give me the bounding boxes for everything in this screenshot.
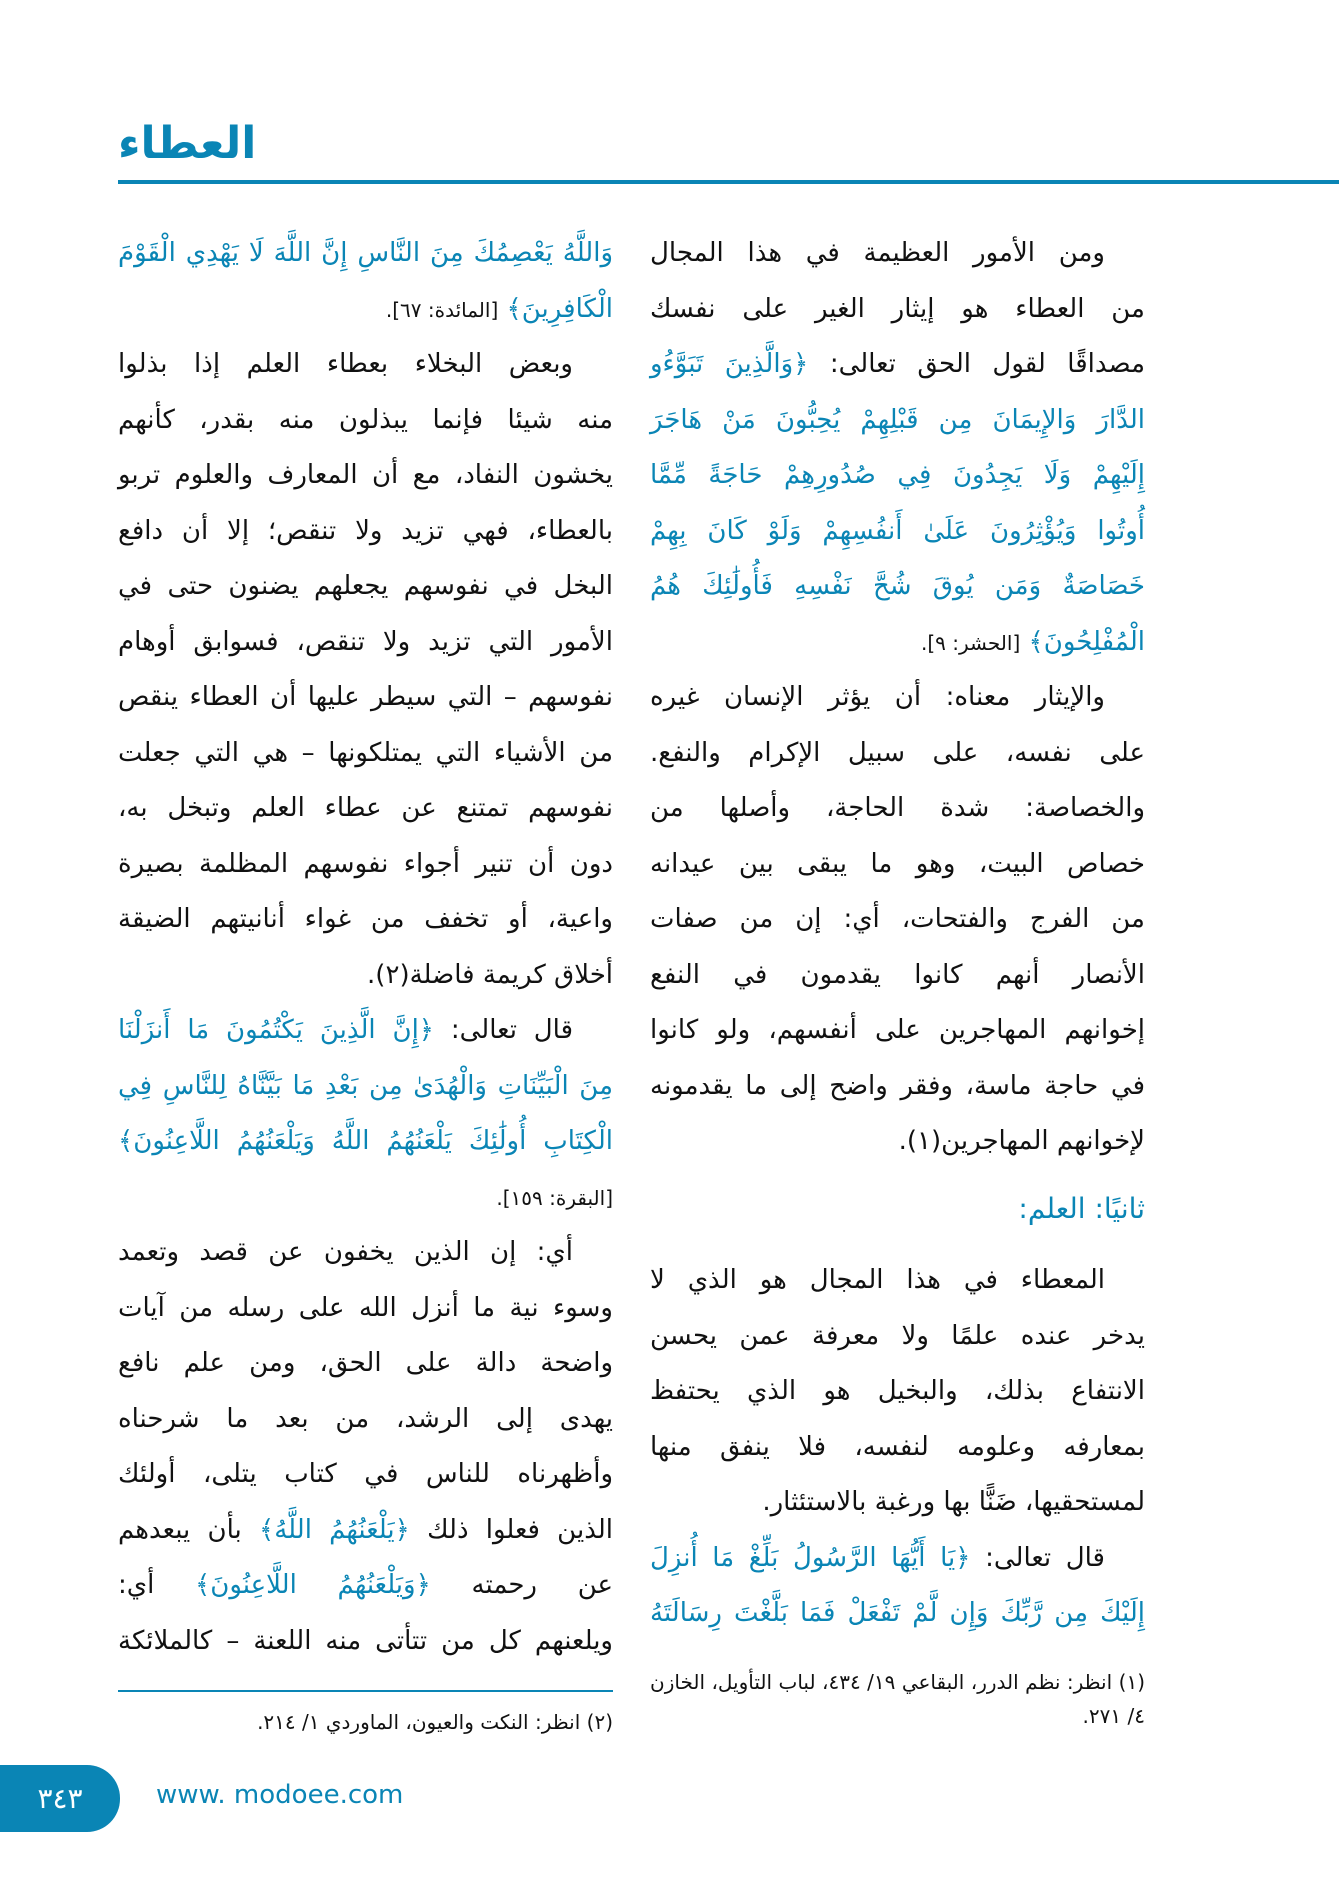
text-line [650,337,1145,393]
body-text: من الأشياء التي يمتلكونها – هي التي جعلت [118,737,613,768]
body-text: خصاص البيت، وهو ما يبقى بين عيدانه [650,848,1145,879]
text-line [650,1475,1145,1531]
text-line [650,226,1145,282]
body-text: عن رحمته [430,1570,613,1600]
text-line [650,448,1145,504]
quran-verse: الدَّارَ وَالإِيمَانَ مِن قَبْلِهِمْ يُحِبُّونَ مَنْ هَاجَرَ [650,404,1145,435]
quran-verse: ﴿يَلْعَنُهُمُ اللَّهُ﴾ [258,1514,410,1545]
footnote-left: (٢) انظر: النكت والعيون، الماوردي ١/ ٢١٤. [257,1710,613,1734]
text-line [650,1059,1145,1115]
text-line [650,504,1145,560]
body-text: والإيثار معناه: أن يؤثر الإنسان غيره [650,682,1105,712]
text-line [650,393,1145,449]
body-text: الانتفاع بذلك، والبخيل هو الذي يحتفظ [650,1376,1145,1406]
website-url: www. modoee.com [156,1780,404,1810]
quran-verse: ﴿وَيَلْعَنُهُمُ اللَّاعِنُونَ﴾ [195,1570,431,1600]
text-line [650,781,1145,837]
text-line [118,726,613,782]
body-text: ويلعنهم كل من تتأتى منه اللعنة – كالملائكة [118,1625,613,1656]
text-line [650,1114,1145,1170]
body-text: ومن الأمور العظيمة في هذا المجال [650,238,1105,268]
text-line [650,948,1145,1004]
text-line [650,1420,1145,1476]
quran-verse: خَصَاصَةٌ وَمَن يُوقَ شُحَّ نَفْسِهِ فَأُولَٰئِكَ هُمُ [650,571,1145,601]
body-text: لإخوانهم المهاجرين(١). [898,1126,1145,1156]
text-line [118,781,613,837]
text-line [650,282,1145,338]
text-line [650,559,1145,615]
body-text: الأمور التي تزيد ولا تنقص، فسوابق أوهام [118,626,613,657]
body-text: نفوسهم – التي سيطر عليها أن العطاء ينقص [118,682,613,712]
body-text: البخل في نفوسهم يجعلهم يضنون حتى في [118,571,613,601]
text-line [650,1364,1145,1420]
page-number: ٣٤٣ [0,1765,120,1832]
text-line [118,837,613,893]
body-text: بالعطاء، فهي تزيد ولا تنقص؛ إلا أن دافع [118,515,613,546]
body-text: الذين فعلوا ذلك [409,1514,614,1545]
page-title: العطاء [118,118,257,169]
body-text: وسوء نية ما أنزل الله على رسله من آيات [118,1292,613,1323]
quran-verse: ﴿وَالَّذِينَ تَبَوَّءُو [650,349,809,379]
quran-verse: إِلَيْهِمْ وَلَا يَجِدُونَ فِي صُدُورِهِمْ حَاجَةً مِّمَّا [650,460,1145,490]
body-text: في حاجة ماسة، وفقر واضح إلى ما يقدمونه [650,1070,1145,1101]
text-line [118,1225,613,1281]
body-text: من الفرج والفتحات، أي: إن من صفات [650,904,1145,934]
body-text: على نفسه، على سبيل الإكرام والنفع. [650,737,1145,768]
text-line [118,670,613,726]
quran-verse: وَاللَّهُ يَعْصِمُكَ مِنَ النَّاسِ إِنَّ اللَّهَ لَا يَهْدِي الْقَوْمَ [118,238,613,268]
text-line [118,393,613,449]
text-line [118,1447,613,1503]
text-line [118,1503,613,1559]
body-text: الأنصار أنهم كانوا يقدمون في النفع [650,959,1145,990]
text-line [118,1614,613,1670]
body-text: أي: إن الذين يخفون عن قصد وتعمد [118,1237,573,1267]
text-line [118,892,613,948]
footnote-right: (١) انظر: نظم الدرر، البقاعي ١٩/ ٤٣٤، لباب التأويل، الخازن ٤/ ٢٧١. [650,1670,1145,1728]
verse-reference: [البقرة: ١٥٩]. [496,1185,613,1210]
text-line [650,1003,1145,1059]
text-line [650,726,1145,782]
body-text: واعية، أو تخفف من غواء أنانيتهم الضيقة [118,904,613,934]
body-text: بأن يبعدهم [118,1514,259,1545]
body-text: يهدى إلى الرشد، من بعد ما شرحناه [118,1403,613,1434]
text-line [650,1586,1145,1642]
text-line [118,282,613,338]
text-line [118,1114,613,1170]
body-text: من العطاء هو إيثار الغير على نفسك [650,293,1145,324]
body-text: بمعارفه وعلومه لنفسه، فلا ينفق منها [650,1431,1145,1462]
quran-verse: مِنَ الْبَيِّنَاتِ وَالْهُدَىٰ مِن بَعْدِ مَا بَيَّنَّاهُ لِلنَّاسِ فِي [118,1070,613,1101]
body-text: قال تعالى: [434,1015,574,1045]
text-line [118,448,613,504]
text-line [118,615,613,671]
text-line [650,1531,1145,1587]
left-column [118,226,613,1669]
body-text: قال تعالى: [970,1542,1105,1573]
footnote-rule [118,1690,613,1692]
body-text: والخصاصة: شدة الحاجة، وأصلها من [650,793,1145,823]
quran-verse: ﴿يَا أَيُّهَا الرَّسُولُ بَلِّغْ مَا أُنزِلَ [650,1542,971,1573]
text-line [650,1309,1145,1365]
body-text: المعطاء في هذا المجال هو الذي لا [650,1265,1105,1295]
header-rule [118,180,1339,184]
body-text: يدخر عنده علمًا ولا معرفة عمن يحسن [650,1320,1145,1351]
text-line [118,226,613,282]
text-line [118,337,613,393]
body-text: واضحة دالة على الحق، ومن علم نافع [118,1348,613,1378]
text-line [118,948,613,1004]
body-text: يخشون النفاد، مع أن المعارف والعلوم تربو [118,460,613,490]
quran-verse: الْمُفْلِحُونَ﴾ [1020,626,1145,657]
text-line [118,504,613,560]
body-text: منه شيئا فإنما يبذلون منه بقدر، كأنهم [118,404,613,435]
text-line [650,615,1145,671]
right-column-block-2 [650,1253,1145,1642]
body-text: إخوانهم المهاجرين على أنفسهم، ولو كانوا [650,1015,1145,1045]
quran-verse: إِلَيْكَ مِن رَّبِّكَ وَإِن لَّمْ تَفْعَلْ فَمَا بَلَّغْتَ رِسَالَتَهُ [650,1598,1145,1628]
quran-verse: أُوتُوا وَيُؤْثِرُونَ عَلَىٰ أَنفُسِهِمْ وَلَوْ كَانَ بِهِمْ [650,515,1145,546]
quran-verse: ﴿إِنَّ الَّذِينَ يَكْتُمُونَ مَا أَنزَلْنَا [118,1015,435,1045]
verse-reference: [الحشر: ٩]. [920,630,1021,655]
body-text: أخلاق كريمة فاضلة(٢). [367,959,613,990]
text-line [118,1281,613,1337]
text-line [118,1392,613,1448]
section-heading: ثانيًا: العلم: [1018,1192,1145,1225]
body-text: مصداقًا لقول الحق تعالى: [808,349,1145,379]
text-line [650,892,1145,948]
text-line [118,1003,613,1059]
text-line [118,1558,613,1614]
body-text: أي: [118,1570,196,1600]
text-line [650,670,1145,726]
text-line [118,559,613,615]
body-text: وبعض البخلاء بعطاء العلم إذا بذلوا [118,349,573,379]
text-line [118,1336,613,1392]
text-line [118,1059,613,1115]
quran-verse: الْكَافِرِينَ﴾ [498,293,613,324]
text-line [650,837,1145,893]
quran-verse: الْكِتَابِ أُولَٰئِكَ يَلْعَنُهُمُ اللَّهُ وَيَلْعَنُهُمُ اللَّاعِنُونَ﴾ [118,1126,613,1156]
text-line [650,1253,1145,1309]
body-text: نفوسهم تمتنع عن عطاء العلم وتبخل به، [118,793,613,823]
verse-reference: [المائدة: ٦٧]. [385,297,499,322]
right-column-block-1 [650,226,1145,1170]
text-line [118,1170,613,1226]
body-text: دون أن تنير أجواء نفوسهم المظلمة بصيرة [118,848,613,879]
body-text: لمستحقيها، ضَنًّا بها ورغبة بالاستئثار. [762,1487,1145,1517]
body-text: وأظهرناه للناس في كتاب يتلى، أولئك [118,1459,613,1489]
